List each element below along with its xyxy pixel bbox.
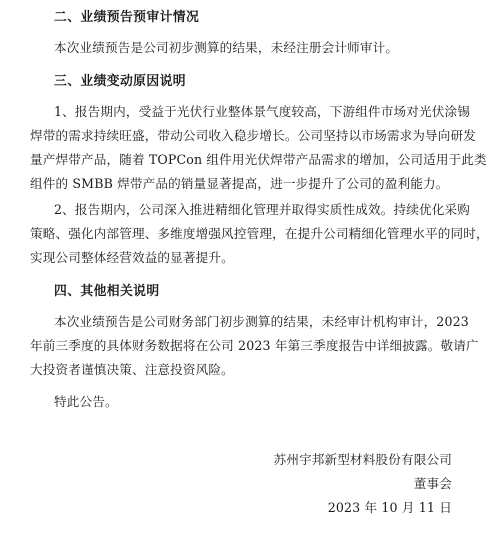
- section-3-paragraph-1-line: 组件的 SMBB 焊带产品的销量显著提高，进一步提升了公司的盈利能力。: [30, 176, 449, 191]
- section-4-paragraph-line: 年前三季度的具体财务数据将在公司 2023 年第三季度报告中详细披露。敬请广: [30, 338, 479, 353]
- signature-company: 苏州宇邦新型材料股份有限公司: [273, 452, 452, 467]
- section-3-paragraph-1-line: 1、报告期内，受益于光伏行业整体景气度较高，下游组件市场对光伏涂锡: [54, 104, 470, 119]
- section-3-paragraph-2-line: 实现公司整体经营效益的显著提升。: [30, 250, 234, 265]
- section-3-heading: 三、业绩变动原因说明: [54, 74, 186, 89]
- section-3-paragraph-2-line: 策略、强化内部管理、多维度增强风控管理，在提升公司精细化管理水平的同时，: [30, 226, 489, 241]
- section-3-paragraph-1-line: 焊带的需求持续旺盛，带动公司收入稳步增长。公司坚持以市场需求为导向研发: [30, 128, 477, 143]
- section-3-paragraph-1-line: 量产焊带产品，随着 TOPCon 组件用光伏焊带产品需求的增加，公司适用于此类: [30, 152, 487, 167]
- section-4-heading: 四、其他相关说明: [54, 284, 160, 299]
- signature-board: 董事会: [413, 476, 452, 491]
- section-2-heading: 二、业绩预告预审计情况: [54, 10, 200, 25]
- closing-line: 特此公告。: [54, 394, 118, 409]
- section-2-paragraph-line: 本次业绩预告是公司初步测算的结果，未经注册会计师审计。: [54, 40, 399, 55]
- section-4-paragraph-line: 本次业绩预告是公司财务部门初步测算的结果，未经审计机构审计，2023: [54, 314, 469, 329]
- signature-date: 2023 年 10 月 11 日: [327, 500, 452, 515]
- section-3-paragraph-2-line: 2、报告期内，公司深入推进精细化管理并取得实质性成效。持续优化采购: [54, 202, 470, 217]
- section-4-paragraph-line: 大投资者谨慎决策、注意投资风险。: [30, 362, 234, 377]
